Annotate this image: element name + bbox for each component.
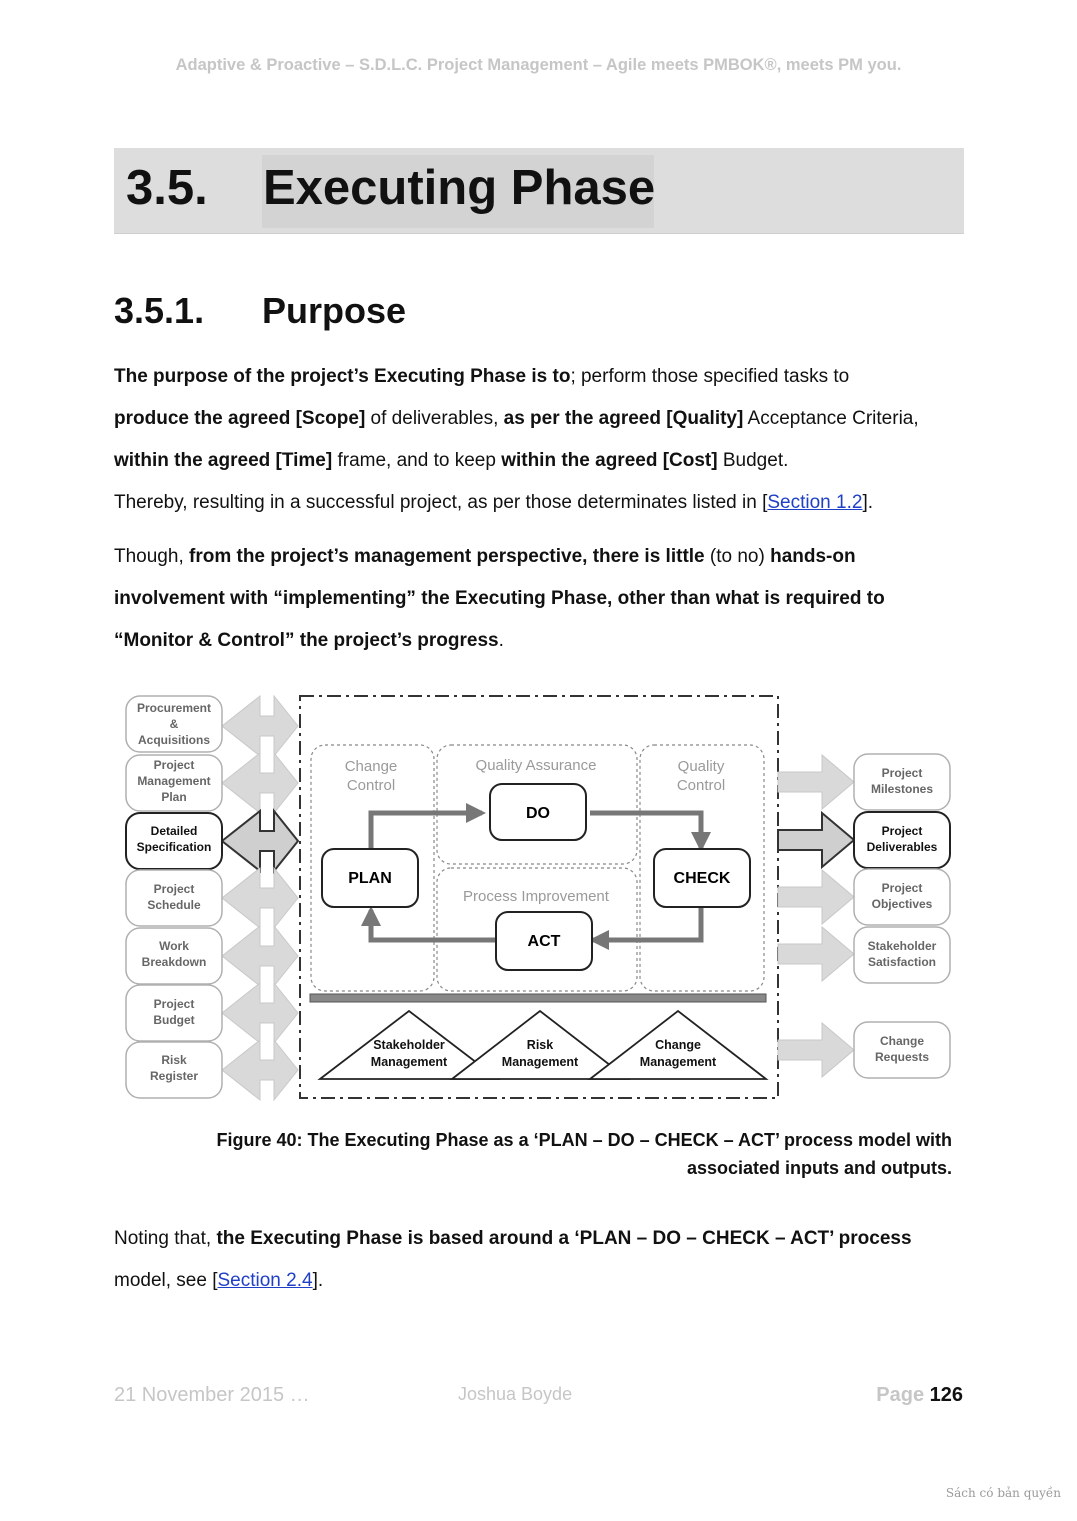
text-bold: within the agreed [Time] — [114, 450, 333, 471]
footer-page — [876, 1384, 963, 1407]
text: . — [498, 630, 504, 651]
section-title: Purpose — [262, 290, 407, 331]
caption-line: Figure 40: The Executing Phase as a ‘PLAN – DO – CHECK – ACT’ process model with — [216, 1130, 952, 1150]
text: (to no) — [704, 546, 771, 567]
input-budget: Project Budget — [153, 997, 195, 1027]
check-label: CHECK — [673, 870, 731, 887]
running-header: Adaptive & Proactive – S.D.L.C. Project Management – Agile meets PMBOK®, meets PM you. — [175, 56, 902, 74]
input-procurement: Procurement & Acquisitions — [136, 701, 212, 747]
text-bold: as per the agreed [Quality] — [503, 408, 744, 429]
text: ]. — [312, 1270, 324, 1291]
noting-paragraph — [114, 1218, 974, 1302]
text: ; perform those specified tasks to — [570, 366, 850, 387]
management-paragraph — [114, 536, 952, 662]
section-2-4-link[interactable]: Section 2.4 — [217, 1270, 313, 1291]
input-risk-register: Risk Register — [149, 1053, 199, 1083]
change-control-label: Change Control — [344, 758, 398, 794]
text: Thereby, resulting in a successful project, as per those determinates listed in [ — [114, 492, 768, 513]
input-work-breakdown: Work Breakdown — [141, 939, 207, 969]
input-pm-plan: Project Management Plan — [137, 758, 211, 804]
text-bold: The purpose of the project’s Executing Phase is to — [114, 366, 571, 387]
purpose-paragraph — [114, 356, 974, 524]
foundation-bar — [310, 994, 766, 1002]
section-number: 3.5.1. — [114, 290, 205, 331]
page-number: 126 — [929, 1384, 963, 1406]
text-bold: within the agreed [Cost] — [501, 450, 718, 471]
text: Acceptance Criteria, — [743, 408, 919, 429]
text: ]. — [862, 492, 873, 513]
stakeholder-management-label: Stakeholder Management — [370, 1038, 448, 1069]
input-detailed-specification: Detailed Specification — [136, 824, 212, 854]
input-arrows — [222, 696, 298, 1100]
text: of deliverables, — [365, 408, 504, 429]
footer-author: Joshua Boyde — [458, 1384, 573, 1404]
process-improvement-label: Process Improvement — [463, 888, 609, 905]
do-label: DO — [526, 805, 550, 822]
plan-label: PLAN — [348, 870, 392, 887]
pdca-figure — [114, 688, 964, 1108]
text: frame, and to keep — [332, 450, 502, 471]
quality-control-label: Quality Control — [676, 758, 726, 794]
chapter-title: Executing Phase — [263, 161, 656, 215]
output-deliverables: Project Deliverables — [866, 824, 938, 854]
text-bold: the Executing Phase is based around a ‘PLAN – DO – CHECK – ACT’ process — [216, 1228, 912, 1249]
output-arrows — [778, 755, 854, 1077]
output-change-requests: Change Requests — [874, 1034, 930, 1064]
change-management-label: Change Management — [639, 1038, 717, 1069]
watermark: Sách có bản quyền — [945, 1486, 1061, 1500]
text-bold: produce the agreed [Scope] — [114, 408, 366, 429]
page-label: Page — [876, 1384, 930, 1406]
text-bold: hands-on involvement with “implementing” the Executing Phase, other than what is required to “Monitor & Control” the project’s progress — [114, 546, 885, 651]
text: Noting that, — [114, 1228, 217, 1249]
figure-caption — [114, 1126, 952, 1182]
caption-line: associated inputs and outputs. — [686, 1158, 952, 1178]
text: Budget. — [717, 450, 789, 471]
text: Though, — [114, 546, 189, 567]
output-milestones: Project Milestones — [870, 766, 934, 796]
act-label: ACT — [527, 933, 561, 950]
section-1-2-link[interactable]: Section 1.2 — [767, 492, 863, 513]
output-stakeholder-satisfaction: Stakeholder Satisfaction — [867, 939, 937, 969]
text-bold: from the project’s management perspective, there is little — [189, 546, 705, 567]
chapter-number: 3.5. — [126, 161, 208, 215]
footer-date: 21 November 2015 … — [114, 1384, 310, 1406]
output-boxes — [854, 754, 950, 1078]
quality-assurance-label: Quality Assurance — [475, 757, 597, 774]
input-boxes — [126, 696, 222, 1098]
output-objectives: Project Objectives — [871, 881, 933, 911]
risk-management-label: Risk Management — [501, 1038, 579, 1069]
text: model, see [ — [114, 1270, 218, 1291]
input-schedule: Project Schedule — [147, 882, 201, 912]
